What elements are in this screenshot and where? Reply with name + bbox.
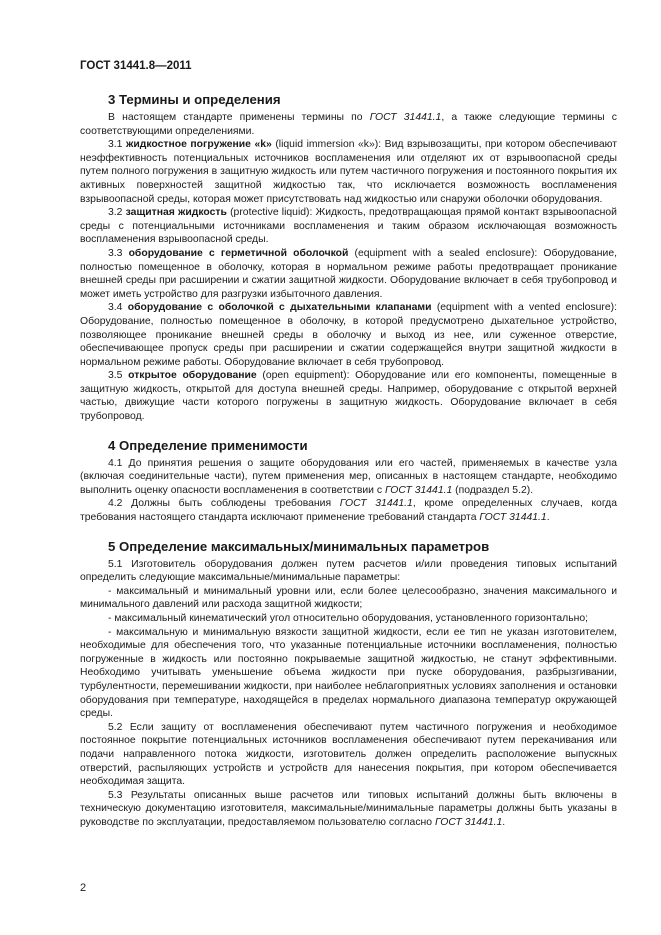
- list-item: - максимальный кинематический угол относительно оборудования, установленного горизонтально;: [108, 613, 589, 624]
- term: открытое оборудование: [128, 370, 257, 382]
- clause-5-1: 5.1 Изготовитель оборудования должен путем расчетов и/или проведения типовых испытаний определить следующие максимальные/минимальные параметры:: [80, 558, 617, 584]
- text: (подраздел 5.2).: [452, 484, 534, 496]
- section-title: 5 Определение максимальных/минимальных параметров: [108, 538, 490, 554]
- definition-3-5: [80, 369, 617, 423]
- standard-reference: ГОСТ 31441.1: [479, 512, 547, 524]
- clause-5-2: 5.2 Если защиту от воспламенения обеспечивают путем частичного погружения и необходимое постоянное покрытие потенциальных источников воспламенения обеспечивают путем перекачивания или подачи направленного потока жидкости, изготовитель должен определить расположение выпускных отверстий, распыляющих устройств и устройств для нанесения покрытия, при котором обеспечивается необходимая защита.: [80, 721, 617, 788]
- standard-reference: ГОСТ 31441.1: [384, 484, 453, 496]
- clause-4-1: [80, 457, 617, 498]
- term: оборудование с оболочкой с дыхательными клапанами: [127, 302, 432, 314]
- definition-text: (equipment with a sealed enclosure): Оборудование, полностью помещенное в оболочку, которая в нормальном режиме работы предотвращает проникание внешней среды при расширении и сжатии защитной жидкости. Оборудование включает в себя трубопровод и может иметь устройство для разгрузки избыточного давления.: [80, 247, 617, 300]
- section-3: [80, 92, 617, 424]
- text: .: [502, 816, 506, 828]
- clause-number: 3.1: [108, 139, 126, 151]
- section-title: 3 Термины и определения: [108, 92, 281, 107]
- standard-reference: ГОСТ 31441.1: [339, 498, 413, 510]
- clause-5-3: [80, 789, 617, 830]
- definition-3-2: [80, 206, 617, 247]
- clause-number: 3.2: [108, 207, 126, 219]
- text: , а также следующие термины с соответствующими определениями.: [80, 112, 617, 137]
- document-header: ГОСТ 31441.8—2011: [80, 60, 192, 72]
- page-number: 2: [80, 882, 87, 894]
- text: 4.1 До принятия решения о защите оборудования или его частей, применяемых в качестве узла (включая соединительные части), путем применения мер, описанных в настоящем стандарте, необходимо выполнить оценку опасности воспламенения в соответствии с: [80, 457, 617, 496]
- document-body: [80, 92, 617, 844]
- text: .: [546, 512, 550, 524]
- list-item: - максимальную и минимальную вязкости защитной жидкости, если ее тип не указан изготовителем, необходимые для обеспечения того, что указанные потенциальные источники воспламенения, полностью погруженные в жидкость или постоянно покрываемые защитной жидкостью, не станут эффективными. Необходимо учитывать уменьшение объема жидкости при пуске оборудования, разбрызгивании, турбулентности, перемешивании жидкости, при наиболее неблагоприятных условиях заполнения и остановки оборудования при температуре, находящейся в пределах нормального диапазона температур окружающей среды.: [80, 626, 617, 720]
- standard-reference: ГОСТ 31441.1: [369, 112, 442, 123]
- section-title: 4 Определение применимости: [108, 437, 308, 453]
- section-4: [80, 438, 617, 525]
- definition-text: (open equipment): Оборудование или его компоненты, помещенные в защитную жидкость, открытой для доступа внешней среды. Например, оборудование с открытой верхней частью, движущие части которого погружены в защитную жидкость. Оборудование включает в себя трубопровод.: [80, 370, 617, 423]
- definition-3-1: [80, 138, 617, 206]
- clause-number: 3.4: [108, 302, 128, 314]
- text: , кроме определенных случаев, когда требования настоящего стандарта исключают применение требований стандарта: [80, 498, 617, 524]
- list-item: - максимальный и минимальный уровни или, если более целесообразно, значения максимального и минимального давлений или расхода защитной жидкости;: [80, 585, 617, 611]
- term: защитная жидкость: [125, 207, 227, 219]
- definition-text: (equipment with a vented enclosure): Оборудование, полностью помещенное в оболочку, в которой предусмотрено дыхательное устройство, позволяющее проникание внешней среды в оболочку и выход из нее, или суженное отверстие, обеспечивающее пропуск среды при расширении и сжатии содержащейся внутри защитной жидкости в нормальном режиме работы. Оборудование включает в себя трубопровод.: [80, 302, 617, 368]
- clause-4-2: [80, 497, 617, 524]
- term: оборудование с герметичной оболочкой: [128, 247, 349, 259]
- clause-number: 3.3: [108, 247, 129, 259]
- term: жидкостное погружение «k»: [125, 139, 272, 151]
- text: В настоящем стандарте применены термины по: [108, 112, 370, 123]
- definition-3-4: [80, 301, 617, 369]
- section-5: [80, 539, 617, 830]
- text: 4.2 Должны быть соблюдены требования: [108, 498, 340, 510]
- clause-number: 3.5: [108, 370, 129, 382]
- standard-reference: ГОСТ 31441.1: [434, 816, 503, 828]
- text: 5.3 Результаты описанных выше расчетов или типовых испытаний должны быть включены в техническую документацию изготовителя, максимальные/минимальные параметры должны быть указаны в руководстве по эксплуатации, предоставляемом пользователю согласно: [80, 789, 617, 828]
- definition-3-3: [80, 247, 617, 301]
- definition-text: (protective liquid): Жидкость, предотвращающая прямой контакт взрывоопасной среды с потенциальными источниками воспламенения и таким образом исключающая возможность воспламенения взрывоопасной среды.: [80, 207, 617, 246]
- paragraph-intro: [80, 111, 617, 138]
- definition-text: (liquid immersion «k»): Вид взрывозащиты, при котором обеспечивают неэффективность потенциальных источников воспламенения или отделяют их от взрывоопасной среды путем полного погружения в защитную жидкость или путем частичного погружения и постоянного покрытия их активных поверхностей защитной жидкостью так, что исключается возможность воспламенения взрывоопасной среды, которая может присутствовать над жидкостью или снаружи оболочки оборудования.: [80, 139, 617, 205]
